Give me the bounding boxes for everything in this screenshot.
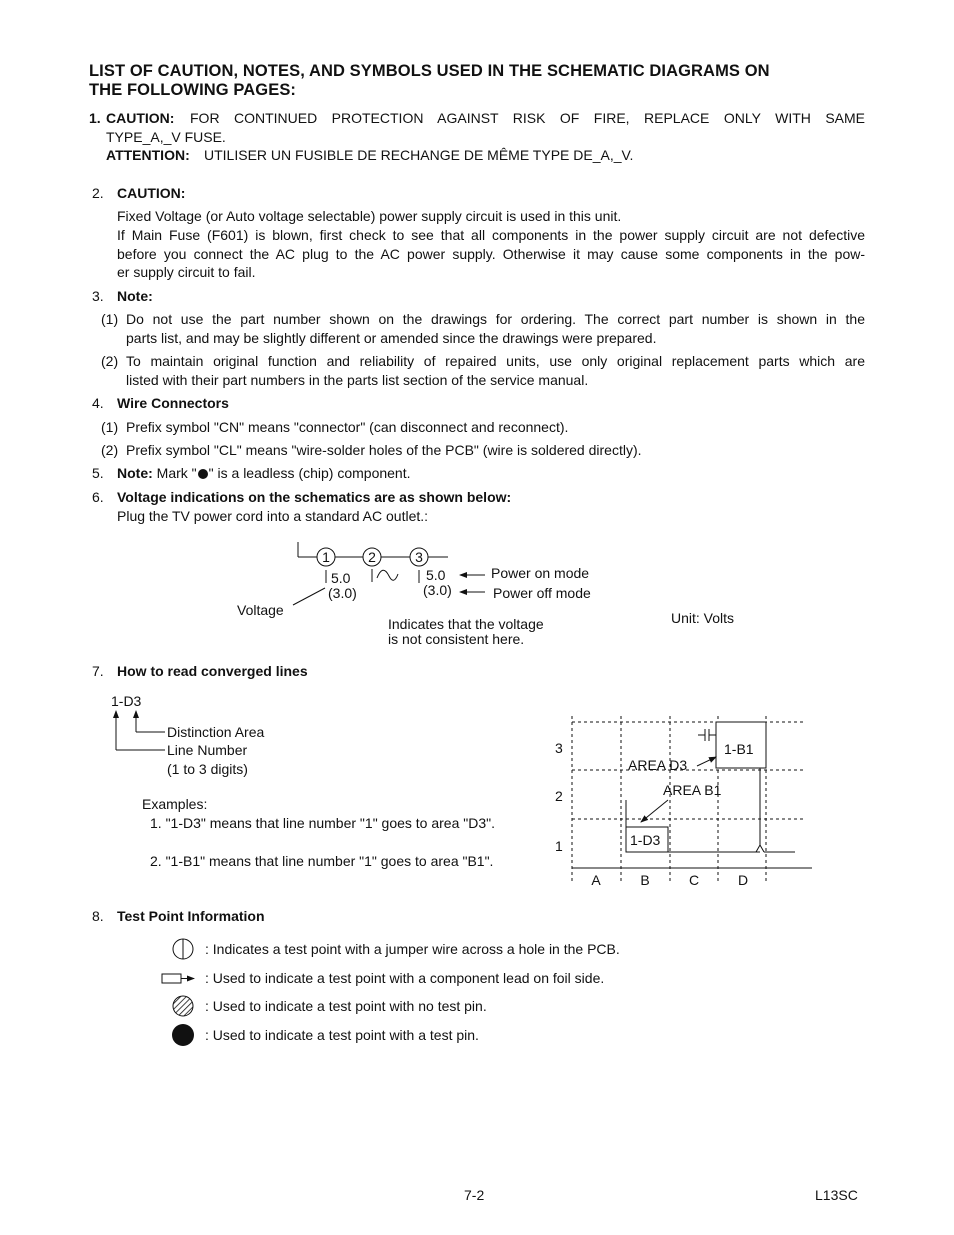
item2-number: 2.	[92, 185, 104, 201]
heading-line-1: LIST OF CAUTION, NOTES, AND SYMBOLS USED IN THE SCHEMATIC DIAGRAMS ON	[89, 62, 770, 80]
row-label-3: 3	[555, 740, 563, 756]
item4-sub2: Prefix symbol "CL" means "wire-solder holes of the PCB" (wire is soldered directly).	[126, 442, 642, 458]
test-pin-icon	[172, 1024, 194, 1046]
label-1-d3: 1-D3	[630, 832, 661, 848]
item3-sub1-line2: parts list, and may be slightly different or amended since the drawings were prepared.	[126, 330, 657, 346]
col-label-d: D	[737, 872, 749, 888]
unit-label: Unit: Volts	[671, 610, 735, 626]
page-number: 7-2	[464, 1187, 485, 1203]
pin-2-label: 2	[368, 549, 376, 565]
no-pin-test-point-icon	[173, 996, 193, 1016]
item1-caution-line2: TYPE_A,_V FUSE.	[106, 129, 226, 145]
pin1-voltage-off: (3.0)	[328, 585, 357, 601]
model-code: L13SC	[815, 1187, 858, 1203]
item7-number: 7.	[92, 663, 104, 679]
inconsistent-note-line1: Indicates that the voltage	[388, 616, 544, 632]
item4-sub1: Prefix symbol "CN" means "connector" (can disconnect and reconnect).	[126, 419, 569, 435]
item3-sub1-line1: Do not use the part number shown on the drawings for ordering. The correct part number is shown in the	[126, 311, 865, 327]
item6-line2: Plug the TV power cord into a standard AC outlet.:	[117, 508, 429, 524]
row-label-2: 2	[555, 788, 563, 804]
item5-number: 5.	[92, 465, 104, 481]
pin-1-label: 1	[322, 549, 330, 565]
item3-label: Note:	[117, 288, 153, 304]
line-number-label: Line Number	[167, 742, 248, 758]
item4-sub1-number: (1)	[101, 419, 119, 435]
item3-sub1-number: (1)	[101, 311, 119, 327]
inconsistent-note-line2: is not consistent here.	[388, 631, 525, 647]
area-d3-label: AREA D3	[628, 757, 688, 773]
heading-line-2: THE FOLLOWING PAGES:	[89, 81, 297, 99]
area-grid-diagram	[555, 716, 812, 888]
item8-number: 8.	[92, 908, 104, 924]
item1-attention-text: UTILISER UN FUSIBLE DE RECHANGE DE MÊME TYPE DE_A,_V.	[204, 147, 634, 163]
item4-sub2-number: (2)	[101, 442, 119, 458]
power-off-label: Power off mode	[493, 585, 591, 601]
example-1: 1. "1-D3" means that line number "1" goes to area "D3".	[150, 815, 495, 831]
item1-caution-line1: FOR CONTINUED PROTECTION AGAINST RISK OF FIRE, REPLACE ONLY WITH SAME	[190, 110, 865, 126]
test-point-desc-4: : Used to indicate a test point with a test pin.	[205, 1027, 479, 1043]
power-on-label: Power on mode	[491, 565, 590, 581]
row-label-1: 1	[555, 838, 563, 854]
pin1-voltage-on: 5.0	[331, 570, 351, 586]
item3-number: 3.	[92, 288, 104, 304]
voltage-diagram	[237, 542, 734, 647]
examples-label: Examples:	[142, 796, 208, 812]
converged-lines-legend	[111, 693, 495, 869]
item4-number: 4.	[92, 395, 104, 411]
item2-label: CAUTION:	[117, 185, 186, 201]
item7-label: How to read converged lines	[117, 663, 308, 679]
item1-caution-label: CAUTION:	[106, 110, 175, 126]
item8-label: Test Point Information	[117, 908, 265, 924]
col-label-a: A	[591, 872, 601, 888]
pin-3-label: 3	[415, 549, 423, 565]
voltage-label: Voltage	[237, 602, 284, 618]
col-label-c: C	[688, 872, 700, 888]
item2-line2: If Main Fuse (F601) is blown, first check to see that all components in the power supply circuit are not defective	[117, 227, 865, 243]
pin3-voltage-on: 5.0	[426, 567, 446, 583]
item3-sub2-number: (2)	[101, 353, 119, 369]
item1-attention-label: ATTENTION:	[106, 147, 190, 163]
test-point-desc-3: : Used to indicate a test point with no test pin.	[205, 998, 487, 1014]
item4-label: Wire Connectors	[117, 395, 229, 411]
item5-text-after: " is a leadless (chip) component.	[208, 465, 411, 481]
item3-sub2-line2: listed with their part numbers in the parts list section of the service manual.	[126, 372, 589, 388]
digits-label: (1 to 3 digits)	[167, 761, 248, 777]
test-point-desc-2: : Used to indicate a test point with a component lead on foil side.	[205, 970, 605, 986]
label-1-b1: 1-B1	[724, 741, 754, 757]
item6-label: Voltage indications on the schematics are as shown below:	[117, 489, 512, 505]
item6-number: 6.	[92, 489, 104, 505]
col-label-b: B	[640, 872, 650, 888]
test-point-desc-1: : Indicates a test point with a jumper wire across a hole in the PCB.	[205, 941, 620, 957]
item2-line1: Fixed Voltage (or Auto voltage selectable) power supply circuit is used in this unit.	[117, 208, 622, 224]
item5-label: Note:	[117, 465, 153, 481]
item1-number: 1.	[89, 110, 101, 126]
pin3-voltage-off: (3.0)	[423, 582, 452, 598]
converged-code: 1-D3	[111, 693, 142, 709]
item5-text-before: Mark "	[156, 465, 197, 481]
lead-test-point-icon	[162, 974, 194, 983]
area-b1-label: AREA B1	[663, 782, 722, 798]
inconsistent-voltage-tilde	[377, 570, 398, 580]
item3-sub2-line1: To maintain original function and reliability of repaired units, use only original replacement parts which are	[126, 353, 865, 369]
item2-line4: er supply circuit to fail.	[117, 264, 256, 280]
example-2: 2. "1-B1" means that line number "1" goes to area "B1".	[150, 853, 494, 869]
test-point-legend	[162, 939, 620, 1046]
item2-line3: before you connect the AC plug to the AC power supply. Otherwise it may cause some components in the pow-	[117, 246, 865, 262]
distinction-area-label: Distinction Area	[167, 724, 265, 740]
